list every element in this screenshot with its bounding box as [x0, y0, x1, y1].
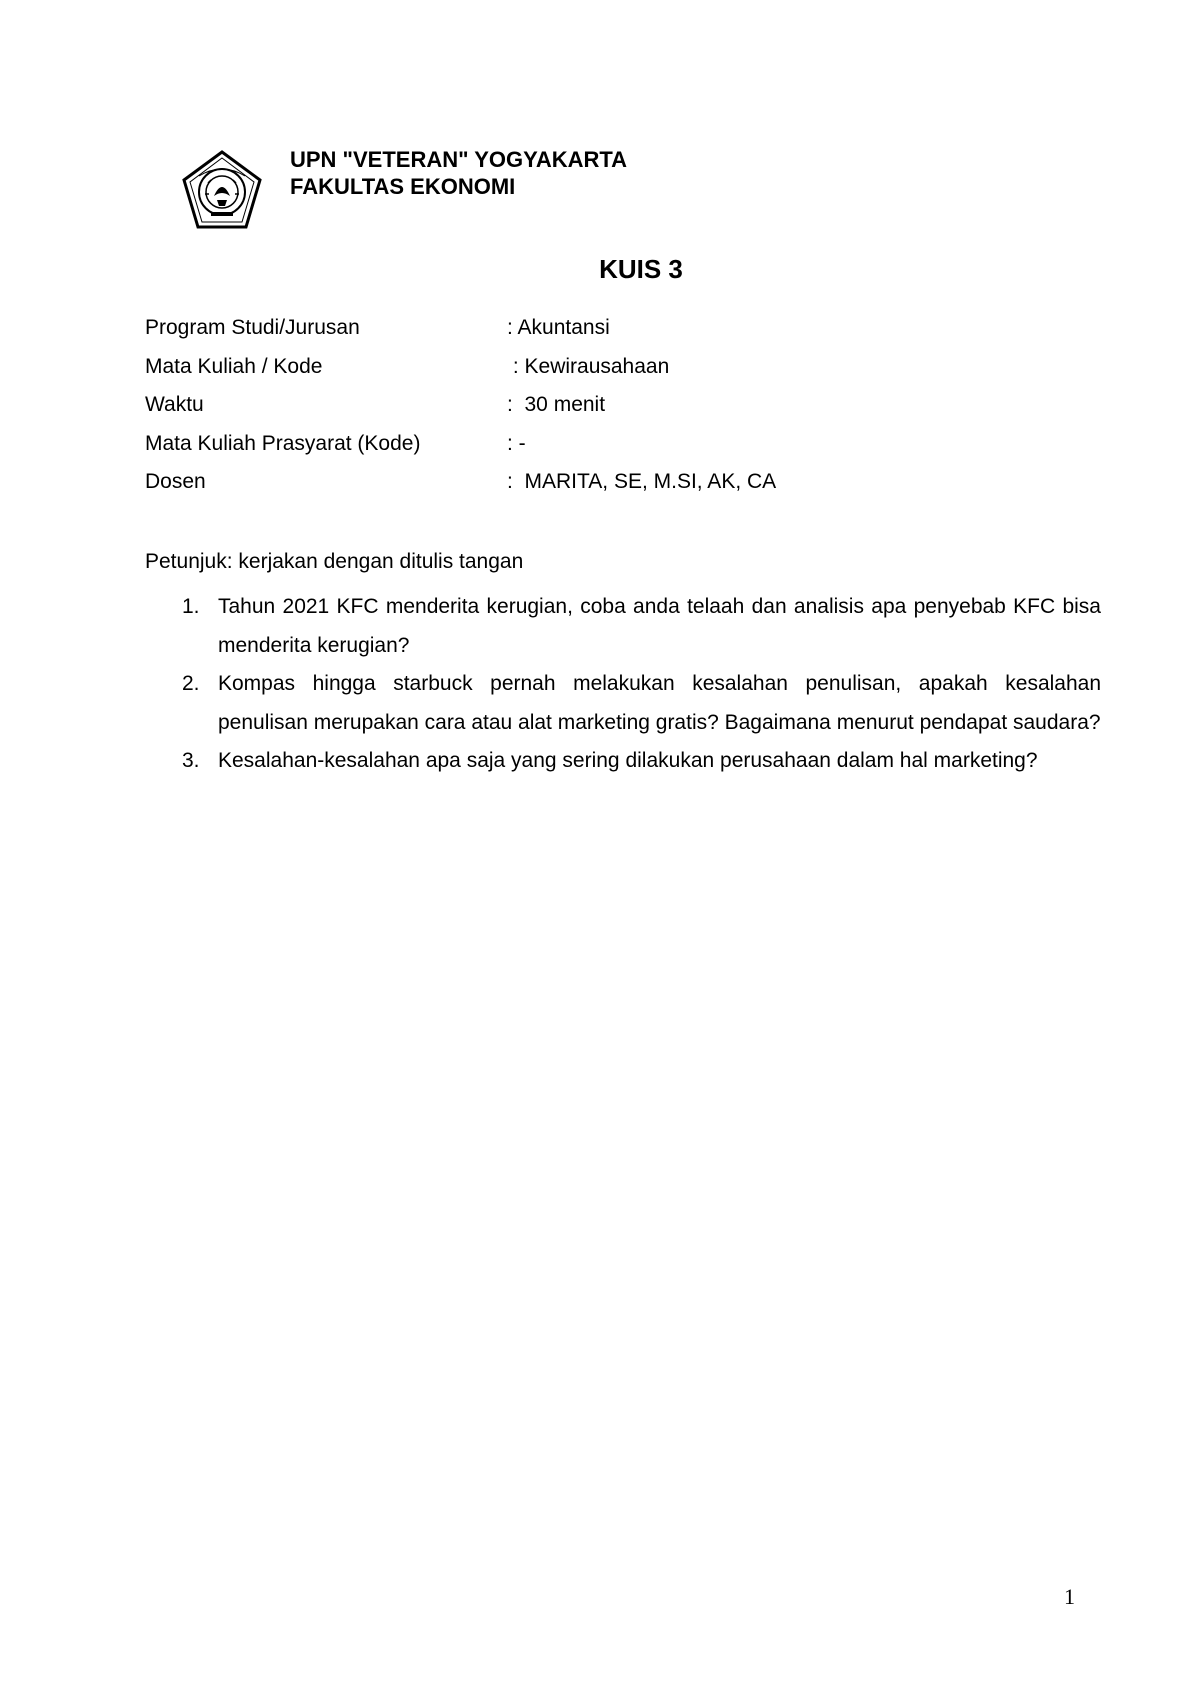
university-seal-icon — [181, 150, 263, 230]
info-value: : Kewirausahaan — [507, 354, 670, 378]
institution-name: UPN "VETERAN" YOGYAKARTA — [290, 147, 628, 172]
question-text: Tahun 2021 KFC menderita kerugian, coba anda telaah dan analisis apa penyebab KFC bisa menderita kerugian? — [218, 595, 1101, 657]
page-title: KUIS 3 — [599, 254, 683, 284]
info-value: : MARITA, SE, M.SI, AK, CA — [507, 470, 777, 493]
info-value: : Akuntansi — [507, 316, 610, 339]
info-value: : 30 menit — [507, 393, 606, 416]
info-label: Dosen — [145, 470, 206, 493]
question-text: Kompas hingga starbuck pernah melakukan kesalahan penulisan, apakah kesalahan penulisan merupakan cara atau alat marketing gratis? Bagaimana menurut pendapat saudara? — [218, 672, 1101, 734]
question-list — [145, 588, 1101, 781]
institution-header — [290, 146, 627, 200]
page-number: 1 — [1064, 1584, 1075, 1609]
info-value: : - — [507, 431, 526, 455]
list-item — [145, 665, 1101, 742]
list-item — [145, 742, 1101, 781]
info-label: Mata Kuliah Prasyarat (Kode) — [145, 431, 421, 455]
question-number: 1. — [182, 595, 200, 618]
faculty-name: FAKULTAS EKONOMI — [290, 174, 516, 199]
list-item — [145, 588, 1101, 665]
instruction-text: Petunjuk: kerjakan dengan ditulis tangan — [145, 550, 524, 573]
question-text: Kesalahan-kesalahan apa saja yang sering dilakukan perusahaan dalam hal marketing? — [218, 749, 1038, 772]
info-label: Program Studi/Jurusan — [145, 316, 360, 339]
info-label: Mata Kuliah / Kode — [145, 354, 323, 378]
info-label: Waktu — [145, 393, 204, 416]
question-number: 3. — [182, 749, 200, 772]
question-number: 2. — [182, 672, 200, 695]
